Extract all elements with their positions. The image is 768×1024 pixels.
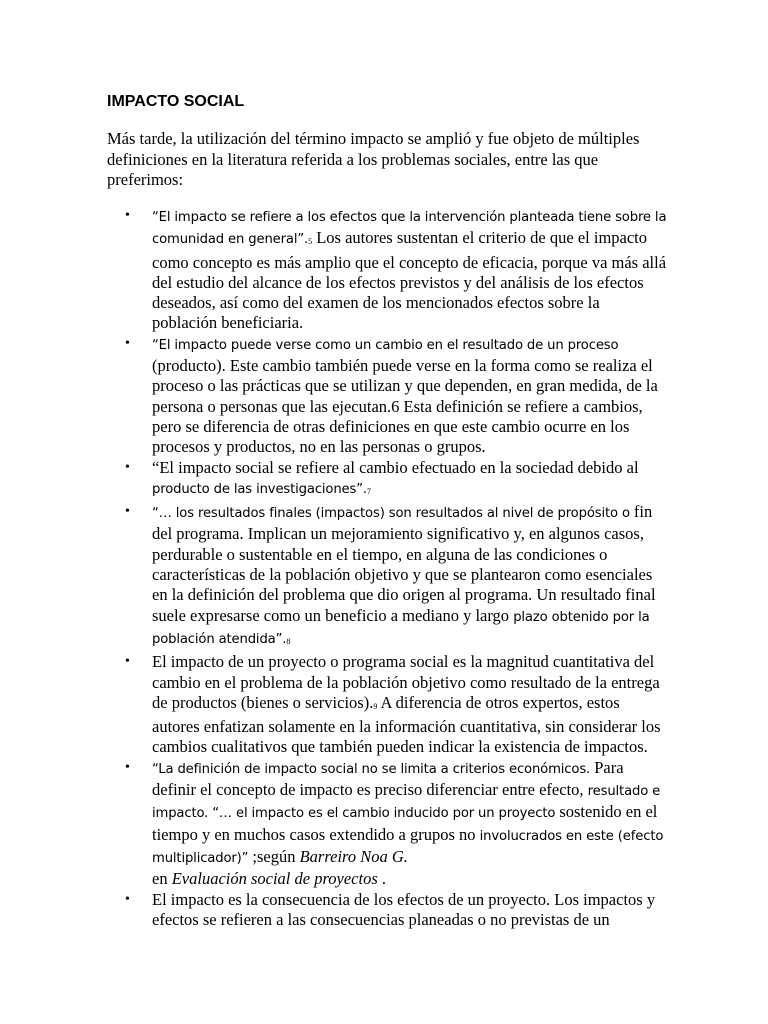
item-text: (producto). Este cambio también puede verse en la forma como se realiza el proceso o las prácticas que se utilizan y que dependen, en gran medida, de la persona o personas que las ejecutan.6 Esta definición se refiere a cambios, pero se diferencia de otras definiciones en que este cambio ocurre en los procesos y productos, no en las personas o grupos.: [152, 356, 658, 457]
quote-text: “El impacto se refiere a los efectos que la intervención planteada tiene sobre la comunidad en general”.: [152, 210, 667, 248]
item-text: El impacto de un proyecto o programa social es la magnitud cuantitativa del cambio en el problema de la población objetivo como resultado de la entrega de productos (bienes o servicios).: [152, 652, 660, 712]
definitions-list: [107, 206, 667, 930]
list-item: [107, 652, 667, 757]
item-text: en: [152, 869, 172, 889]
bullet-icon: •: [125, 459, 130, 475]
footnote-ref: 7: [366, 486, 371, 496]
item-text: fin del programa. Implican un mejoramiento significativo y, en algunos casos, perdurable o sustentable en el tiempo, en alguna de las condiciones o características de la población objetivo y que se plantearon como esenciales en la definición del problema que dio origen al programa. Un resultado final suele expresarse como un beneficio a mediano y largo: [152, 502, 656, 625]
intro-paragraph: Más tarde, la utilización del término impacto se amplió y fue objeto de múltiples definiciones en la literatura referida a los problemas sociales, entre las que preferimos:: [107, 129, 640, 189]
footnote-ref: 9: [373, 701, 378, 711]
item-text: ;según: [252, 846, 300, 866]
bullet-icon: •: [125, 654, 130, 670]
quote-text: plazo obtenido por la población atendida”.: [152, 609, 650, 647]
item-text: Para definir el concepto de impacto es preciso diferenciar entre efecto,: [152, 757, 624, 800]
footnote-ref: 5: [308, 237, 313, 247]
item-text: sostenido en el tiempo y en muchos casos extendido a grupos no: [152, 802, 658, 844]
bullet-icon: •: [125, 891, 130, 907]
footnote-ref: 8: [286, 636, 291, 646]
bullet-icon: •: [125, 504, 130, 520]
item-text: A diferencia de otros expertos, estos autores enfatizan solamente en la información cuantitativa, sin considerar los cambios cualitativos que también pueden indicar la existencia de impactos.: [152, 692, 661, 757]
item-text: Los autores sustentan el criterio de que el impacto como concepto es más amplio que el concepto de eficacia, porque va más allá del estudio del alcance de los efectos previstos y del análisis de los efectos deseados, así como del examen de los mencionados efectos sobre la población beneficiaria.: [152, 228, 667, 333]
item-text: El impacto es la consecuencia de los efectos de un proyecto. Los impactos y efectos se refieren a las consecuencias planeadas o no previstas de un: [152, 889, 656, 929]
bullet-icon: •: [125, 759, 130, 775]
item-text: .: [377, 869, 386, 889]
list-item: [107, 758, 667, 890]
bullet-icon: •: [125, 335, 130, 351]
quote-text: “La definición de impacto social no se limita a criterios económicos.: [152, 761, 591, 777]
list-item: [107, 334, 667, 458]
list-item: [107, 502, 667, 652]
item-text: “El impacto social se refiere al cambio efectuado en la sociedad debido al: [152, 457, 639, 477]
bullet-icon: •: [125, 208, 130, 223]
list-item: [107, 458, 667, 503]
quote-text: involucrados en este (efecto multiplicador)”: [152, 828, 664, 866]
book-title: Evaluación social de proyectos: [171, 869, 378, 889]
quote-text: resultado e impacto. “… el impacto es el cambio inducido por un proyecto: [152, 784, 661, 822]
quote-text: producto de las investigaciones”.: [152, 481, 367, 497]
list-item: [107, 890, 667, 931]
author-name: Barreiro Noa G.: [299, 846, 408, 866]
section-heading: IMPACTO SOCIAL: [107, 93, 245, 110]
list-item: [107, 206, 667, 334]
quote-text: “El impacto puede verse como un cambio en el resultado de un proceso: [152, 337, 619, 353]
quote-text: “… los resultados finales (impactos) son resultados al nivel de propósito o: [152, 506, 634, 522]
